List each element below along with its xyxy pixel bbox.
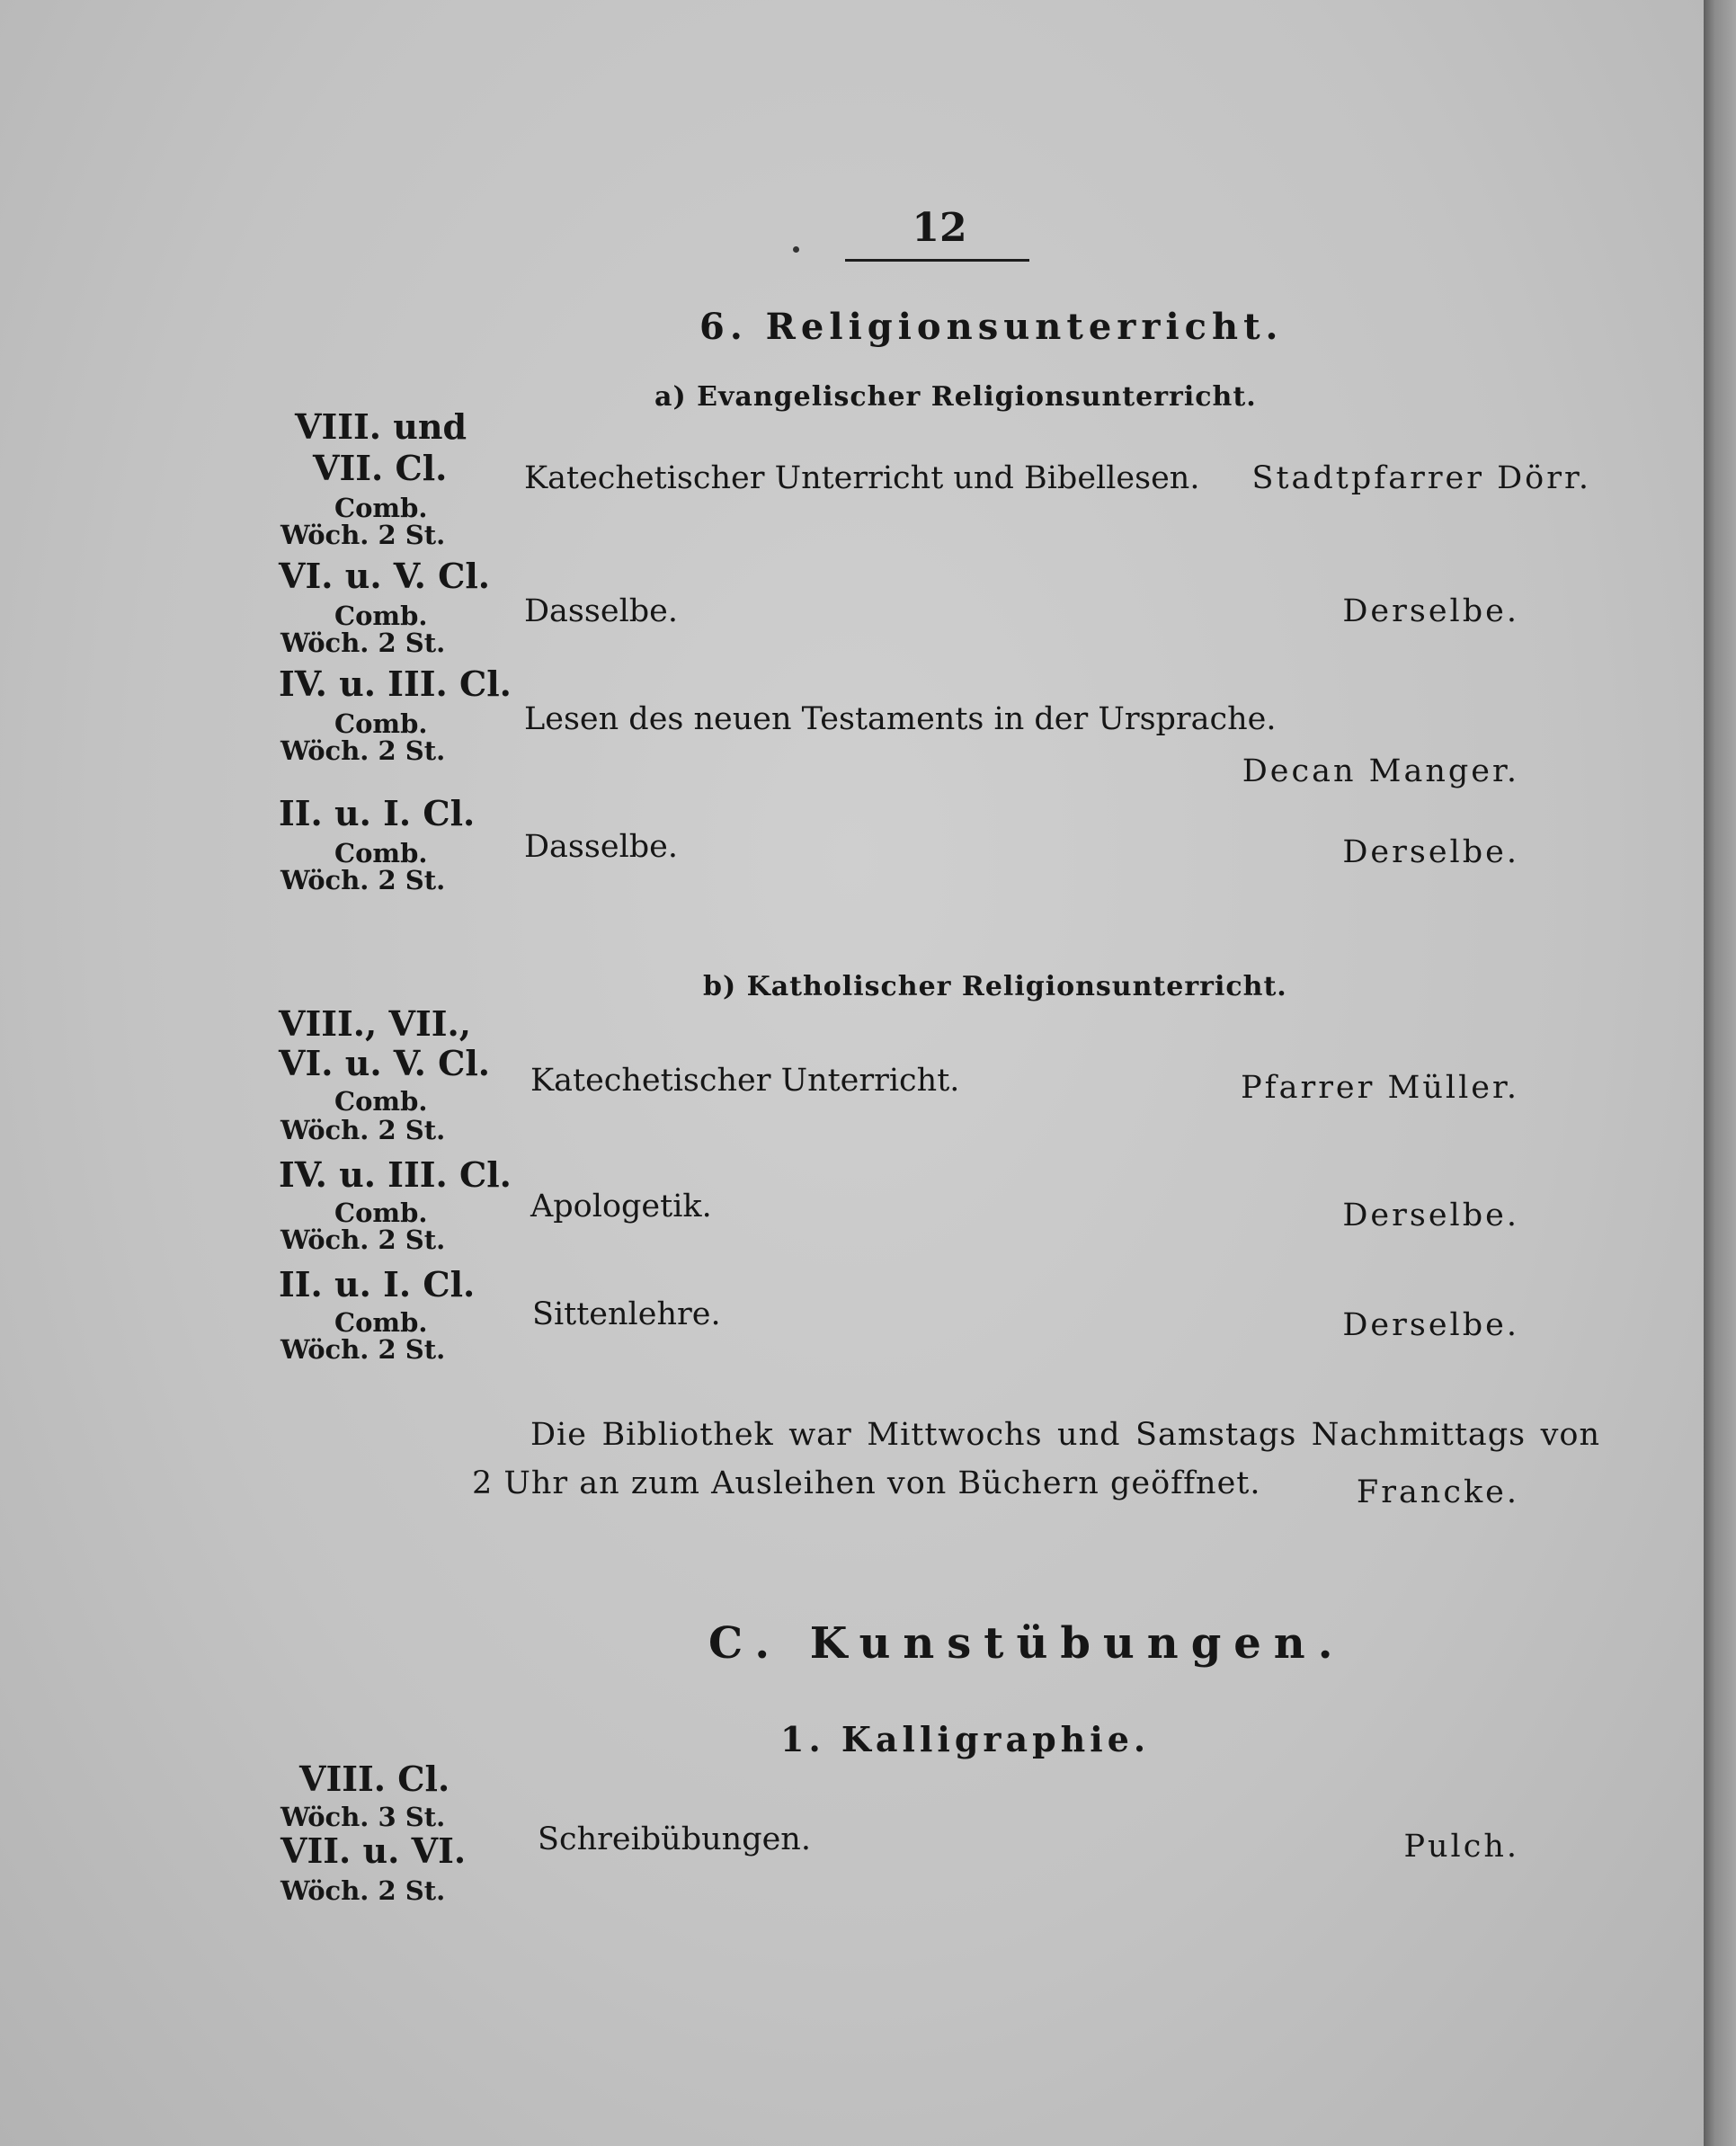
class-comb-label: Comb.: [334, 601, 428, 631]
weekly-hours: Wöch. 2 St.: [280, 1334, 446, 1365]
class-comb-label: Comb.: [334, 1307, 428, 1338]
class-comb-label: Comb.: [334, 493, 428, 523]
class-label: VIII., VII.,: [279, 1003, 471, 1044]
class-label: II. u. I. Cl.: [279, 1264, 476, 1305]
teacher-name: Derselbe.: [1342, 1198, 1519, 1233]
weekly-hours: Wöch. 2 St.: [280, 1115, 446, 1145]
teacher-name: Stadtpfarrer Dörr.: [1251, 460, 1591, 496]
course-description: Dasselbe.: [524, 593, 679, 629]
class-label: IV. u. III. Cl.: [279, 1154, 512, 1195]
page-number: 12: [912, 205, 967, 251]
teacher-name: Pfarrer Müller.: [1241, 1070, 1519, 1106]
weekly-hours: Wöch. 2 St.: [280, 1875, 446, 1906]
class-label: VIII. Cl.: [299, 1759, 450, 1799]
subsection-a-heading: a) Evangelischer Religionsunterricht.: [654, 381, 1257, 413]
weekly-hours: Wöch. 2 St.: [280, 1224, 446, 1255]
class-comb-label: Comb.: [334, 838, 428, 868]
weekly-hours: Wöch. 2 St.: [280, 735, 446, 766]
subsection-b-heading: b) Katholischer Religionsunterricht.: [703, 971, 1287, 1002]
teacher-name: Decan Manger.: [1242, 753, 1519, 789]
printer-dot: [793, 246, 799, 253]
page-number-rule: [845, 259, 1029, 262]
class-label: VII. u. VI.: [280, 1830, 467, 1871]
weekly-hours: Wöch. 2 St.: [280, 865, 446, 895]
course-description: Dasselbe.: [524, 829, 679, 865]
page-binding-edge: [1704, 0, 1736, 2146]
course-description: Schreibübungen.: [538, 1821, 811, 1857]
course-description: Katechetischer Unterricht.: [530, 1063, 960, 1099]
library-note-line-2: 2 Uhr an zum Ausleihen von Büchern geöffnet.: [472, 1465, 1261, 1501]
class-comb-label: Comb.: [334, 1086, 428, 1117]
class-label: VI. u. V. Cl.: [279, 1043, 491, 1083]
class-label: VI. u. V. Cl.: [279, 556, 491, 596]
class-label: II. u. I. Cl.: [279, 793, 476, 833]
section-c-heading: C. Kunstübungen.: [708, 1618, 1346, 1669]
course-description: Apologetik.: [530, 1189, 712, 1224]
library-note-line-1: Die Bibliothek war Mittwochs und Samstags Nachmittags von: [530, 1417, 1600, 1453]
teacher-name: Derselbe.: [1342, 593, 1519, 629]
teacher-name: Pulch.: [1403, 1829, 1519, 1865]
class-label: VII. Cl.: [313, 448, 448, 488]
section-6-heading: 6. Religionsunterricht.: [699, 306, 1284, 348]
class-comb-label: Comb.: [334, 1198, 428, 1228]
course-description: Katechetischer Unterricht und Bibellesen.: [524, 460, 1200, 496]
class-label: VIII. und: [295, 406, 467, 447]
teacher-name: Derselbe.: [1342, 1307, 1519, 1343]
weekly-hours: Wöch. 3 St.: [280, 1802, 446, 1832]
class-comb-label: Comb.: [334, 708, 428, 739]
teacher-name: Derselbe.: [1342, 834, 1519, 870]
teacher-name: Francke.: [1356, 1474, 1519, 1510]
course-description: Lesen des neuen Testaments in der Ursprache.: [524, 701, 1277, 737]
class-label: IV. u. III. Cl.: [279, 663, 512, 704]
subsection-1-heading: 1. Kalligraphie.: [780, 1719, 1151, 1759]
course-description: Sittenlehre.: [532, 1296, 721, 1332]
weekly-hours: Wöch. 2 St.: [280, 628, 446, 658]
weekly-hours: Wöch. 2 St.: [280, 520, 446, 550]
